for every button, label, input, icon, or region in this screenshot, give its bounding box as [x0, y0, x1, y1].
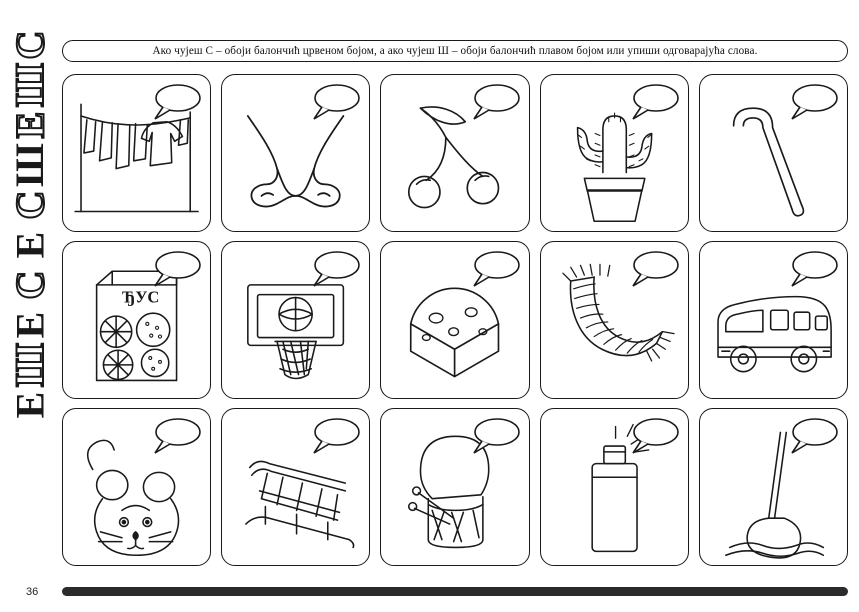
instruction-text: Ако чујеш С – обоји балончић црвеном бојом, а ако чујеш Ш – обоји балончић плавом бојом или упиши одговарајућа слова. [152, 45, 758, 57]
side-letter: С [6, 30, 52, 60]
instruction-banner [62, 40, 848, 62]
side-letter: Е [7, 311, 52, 339]
mouse-icon [63, 409, 210, 565]
side-letter: Е [7, 111, 52, 139]
juice-box-with-fruit-icon [63, 242, 210, 398]
shovel-icon [700, 409, 847, 565]
card-mouse[interactable] [62, 408, 211, 566]
card-drum[interactable] [380, 408, 529, 566]
footer-rule [62, 587, 848, 596]
card-cactus[interactable] [540, 74, 689, 232]
card-sled[interactable] [221, 408, 370, 566]
svg-text:ЂУС: ЂУС [121, 287, 160, 307]
side-letter: Е [7, 391, 52, 419]
sled-icon [222, 409, 369, 565]
cactus-in-pot-icon [541, 75, 688, 231]
basketball-hoop-icon [222, 242, 369, 398]
nose-icon [222, 75, 369, 231]
side-letter: С [6, 190, 52, 220]
card-cane[interactable] [699, 74, 848, 232]
spray-can-icon [541, 409, 688, 565]
picture-grid [62, 74, 848, 566]
card-juice[interactable] [62, 241, 211, 399]
card-shovel[interactable] [699, 408, 848, 566]
card-laundry[interactable] [62, 74, 211, 232]
side-letter: Ш [7, 63, 52, 107]
card-cherries[interactable] [380, 74, 529, 232]
side-letter: Ш [7, 343, 52, 387]
card-spray[interactable] [540, 408, 689, 566]
cheese-wedge-icon [381, 242, 528, 398]
side-letter: Ш [7, 143, 52, 187]
drum-icon [381, 409, 528, 565]
side-letter-strip [8, 26, 52, 574]
card-nose[interactable] [221, 74, 370, 232]
scarf-icon [541, 242, 688, 398]
cherries-icon [381, 75, 528, 231]
side-letter: Е [7, 231, 52, 259]
card-hoop[interactable] [221, 241, 370, 399]
bus-icon [700, 242, 847, 398]
side-letter: С [6, 270, 52, 300]
laundry-on-clothesline-icon [63, 75, 210, 231]
card-scarf[interactable] [540, 241, 689, 399]
card-bus[interactable] [699, 241, 848, 399]
page-number: 36 [26, 586, 39, 598]
card-cheese[interactable] [380, 241, 529, 399]
walking-cane-icon [700, 75, 847, 231]
